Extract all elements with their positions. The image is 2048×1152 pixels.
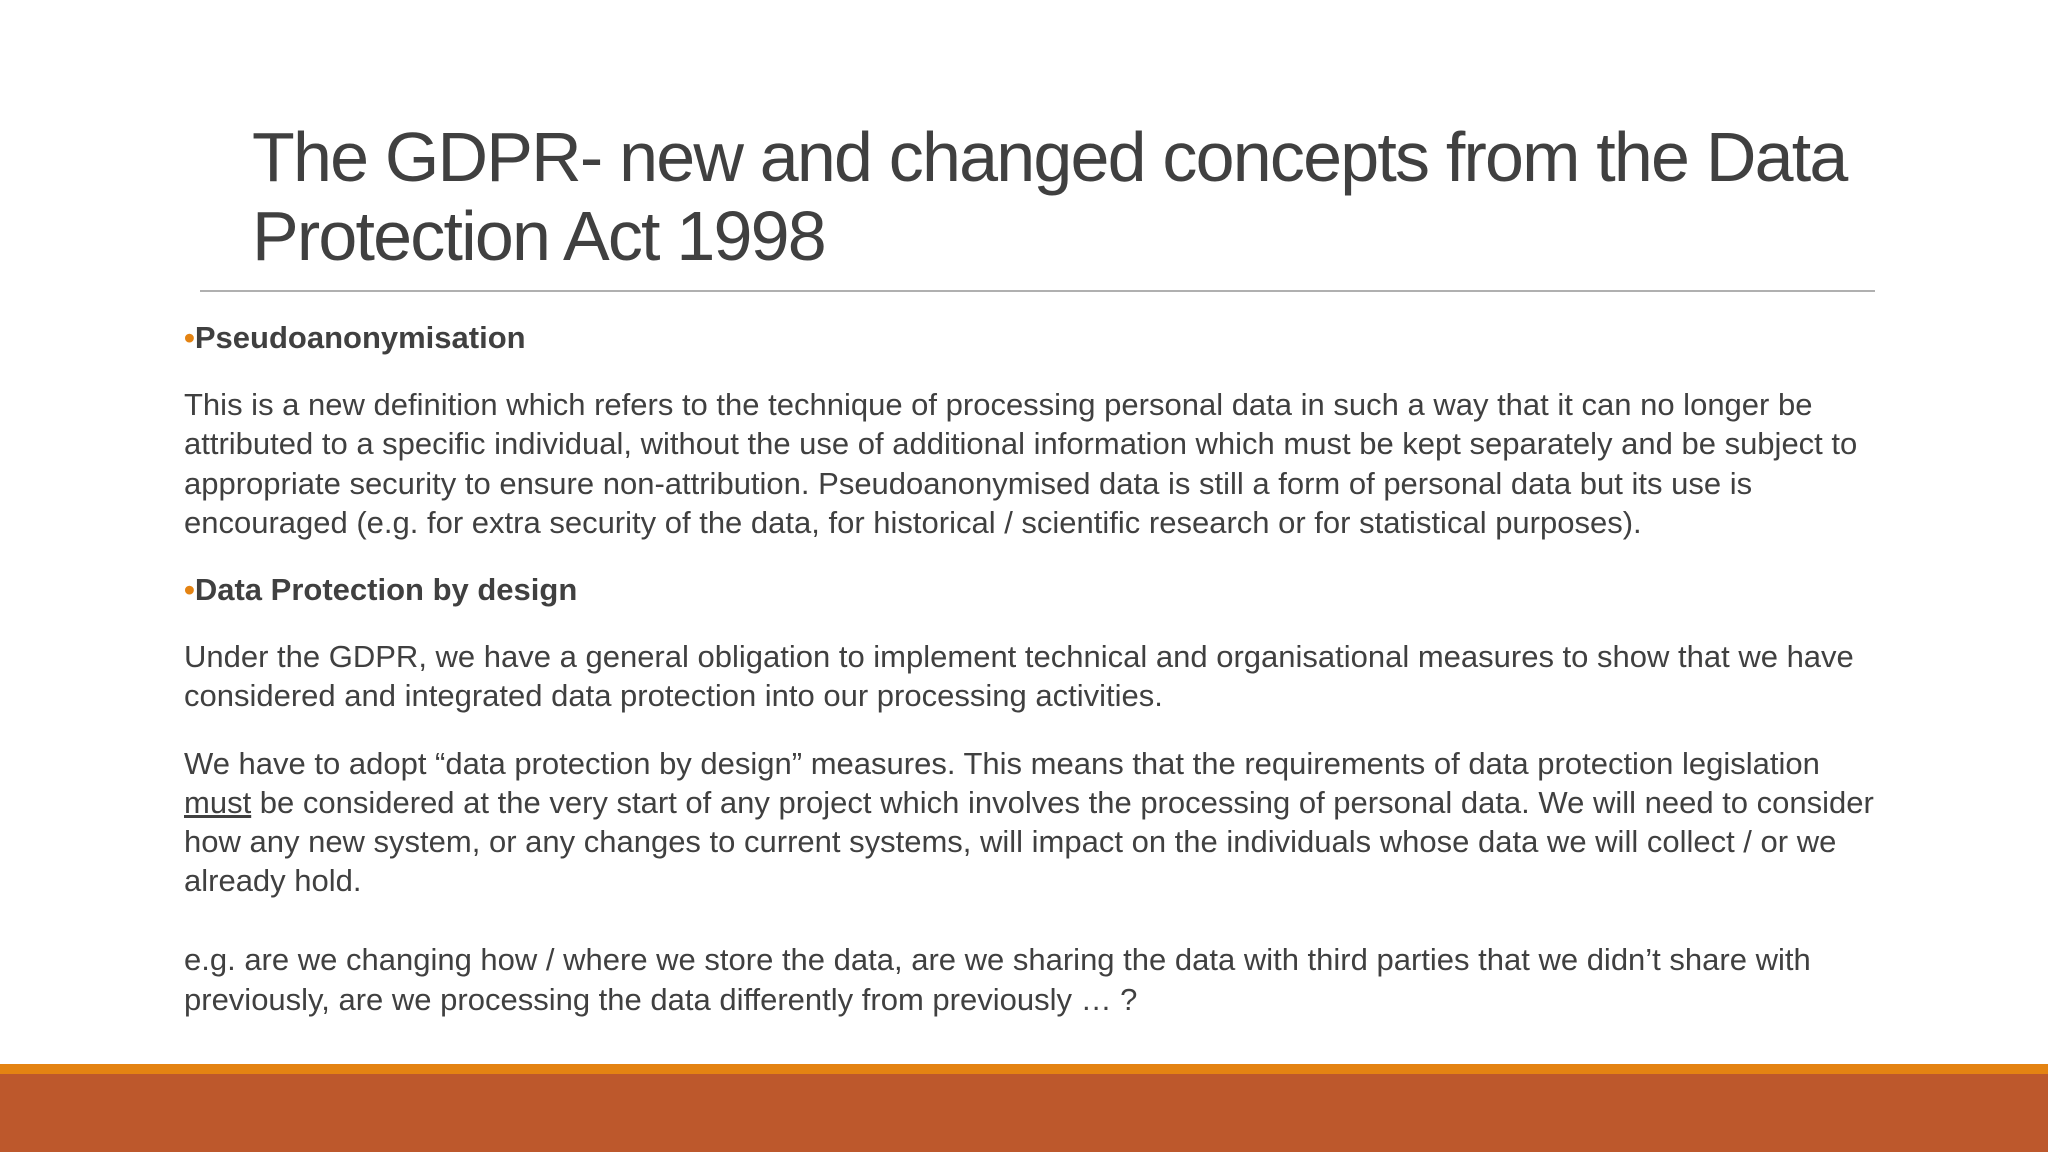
slide-title: The GDPR- new and changed concepts from the Data Protection Act 1998 xyxy=(252,118,1847,275)
slide-body xyxy=(184,318,1884,1047)
pseudoanonymisation-paragraph: This is a new definition which refers to the technique of processing personal data in such a way that it can no longer be attributed to a specific individual, without the use of additional information which must be kept separately and be subject to appropriate security to ensure non-attribution. Pseudoanonymised data is still a form of personal data but its use is encouraged (e.g. for extra security of the data, for historical / scientific research or for statistical purposes). xyxy=(184,387,1858,540)
bullet-icon: • xyxy=(184,572,195,608)
bullet-heading-pseudoanonymisation xyxy=(184,318,1884,357)
underlined-must: must xyxy=(184,784,252,820)
bullet-heading-label: Data Protection by design xyxy=(194,572,578,608)
bullet-heading-data-protection-by-design xyxy=(184,570,1884,609)
bullet-heading-label: Pseudoanonymisation xyxy=(194,320,526,355)
design-measures-paragraph xyxy=(184,744,1884,901)
footer-band xyxy=(0,1074,2048,1152)
example-paragraph: e.g. are we changing how / where we store the data, are we sharing the data with third parties that we didn’t share with previously, are we processing the data differently from previously … ? xyxy=(184,942,1811,1017)
design-paragraph-start: We have to adopt “data protection by design” measures. This means that the requirements of data protection legislation xyxy=(184,745,1820,781)
gdpr-obligation-paragraph: Under the GDPR, we have a general obligation to implement technical and organisational measures to show that we have considered and integrated data protection into our processing activities. xyxy=(184,639,1854,714)
design-paragraph-end: be considered at the very start of any project which involves the processing of personal data. We will need to consider how any new system, or any changes to current systems, will impact on the individuals whose data we will collect / or we already hold. xyxy=(184,784,1874,899)
title-divider xyxy=(200,290,1875,292)
bullet-icon: • xyxy=(184,320,195,355)
footer-accent-band xyxy=(0,1064,2048,1074)
